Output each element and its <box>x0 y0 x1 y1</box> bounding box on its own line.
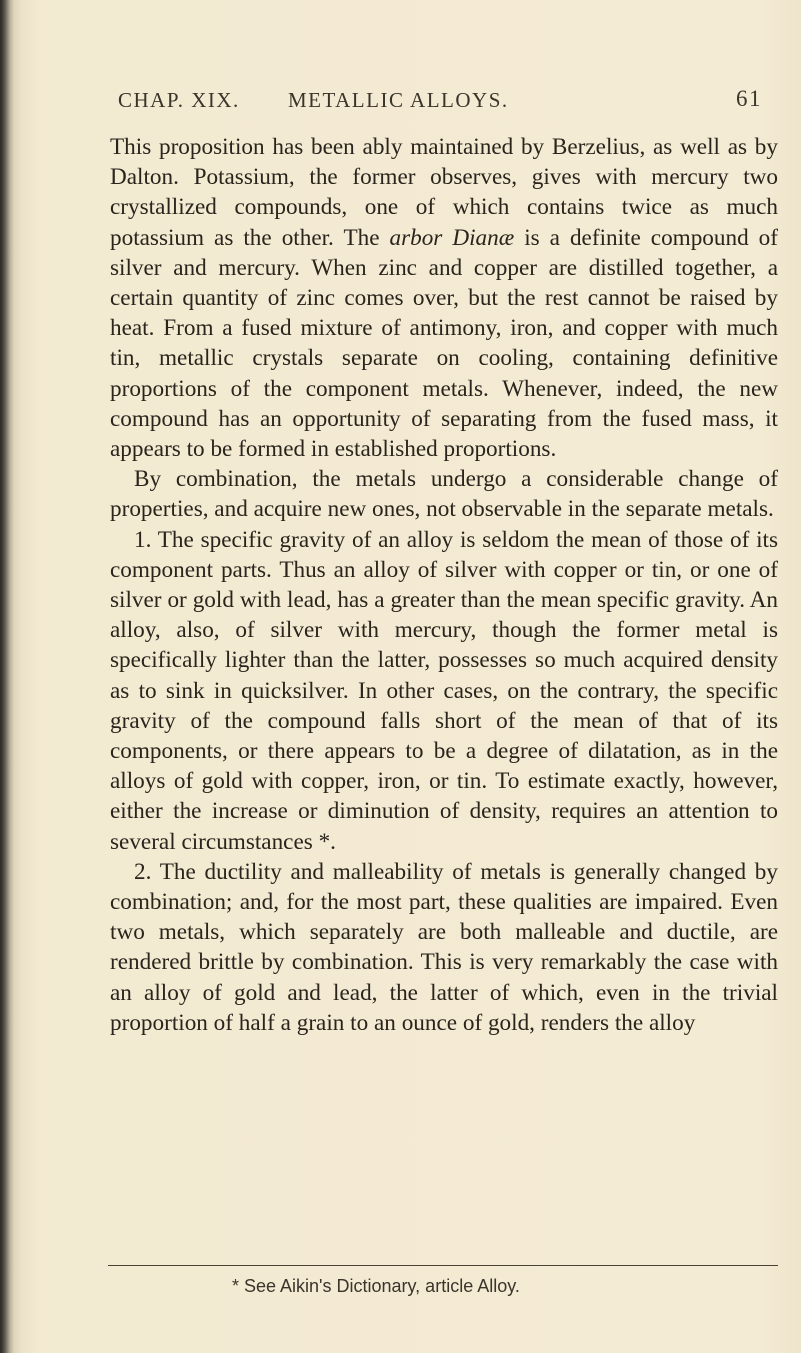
running-title: METALLIC ALLOYS. <box>288 88 509 112</box>
page-header <box>118 88 778 118</box>
paragraph-text: is a definite compound of silver and mercury. When zinc and copper are distilled together, a certain quantity of zinc comes over, but the rest cannot be raised by heat. From a fused mixture of antimony, iron, and copper with much tin, metallic crystals separate on cooling, containing definitive proportions of the component metals. Whenever, indeed, the new compound has an opportunity of separating from the fused mass, it appears to be formed in established proportions. <box>110 224 778 463</box>
italic-term: arbor Dianæ <box>389 224 515 251</box>
paragraph-definite-compounds <box>110 132 778 464</box>
footnote-rule <box>108 1265 778 1266</box>
paragraph-combination: By combination, the metals undergo a considerable change of properties, and acquire new ones, not observable in the separate metals. <box>110 466 778 523</box>
paragraph-text: This proposition has been ably maintained by Berzelius, as well as by Dalton. Potassium, the former observes, gives with mercury two crystallized compounds, one of which contains twice as much potassium as the other. The <box>110 134 778 251</box>
chapter-label: CHAP. XIX. <box>118 88 240 112</box>
page-number: 61 <box>736 86 762 111</box>
paragraph-specific-gravity: 1. The specific gravity of an alloy is seldom the mean of those of its component parts. Thus an alloy of silver with copper or tin, or one of silver or gold with lead, has a greater than the mean specific gravity. An alloy, also, of silver with mercury, though the former metal is specifically lighter than the latter, possesses so much acquired density as to sink in quicksilver. In other cases, on the contrary, the specific gravity of the compound falls short of the mean of that of its components, or there appears to be a degree of dilatation, as in the alloys of gold with copper, iron, or tin. To estimate exactly, however, either the increase or diminution of density, requires an attention to several circumstances *. <box>110 526 778 855</box>
footnote: * See Aikin's Dictionary, article Alloy. <box>232 1276 520 1296</box>
paragraph-ductility: 2. The ductility and malleability of metals is generally changed by combination; and, for the most part, these qualities are impaired. Even two metals, which separately are both malleable and ductile, are rendered brittle by combination. This is very remarkably the case with an alloy of gold and lead, the latter of which, even in the trivial proportion of half a grain to an ounce of gold, renders the alloy <box>110 858 778 1036</box>
binding-gutter-shadow <box>0 0 14 1353</box>
body-text <box>110 132 778 1038</box>
